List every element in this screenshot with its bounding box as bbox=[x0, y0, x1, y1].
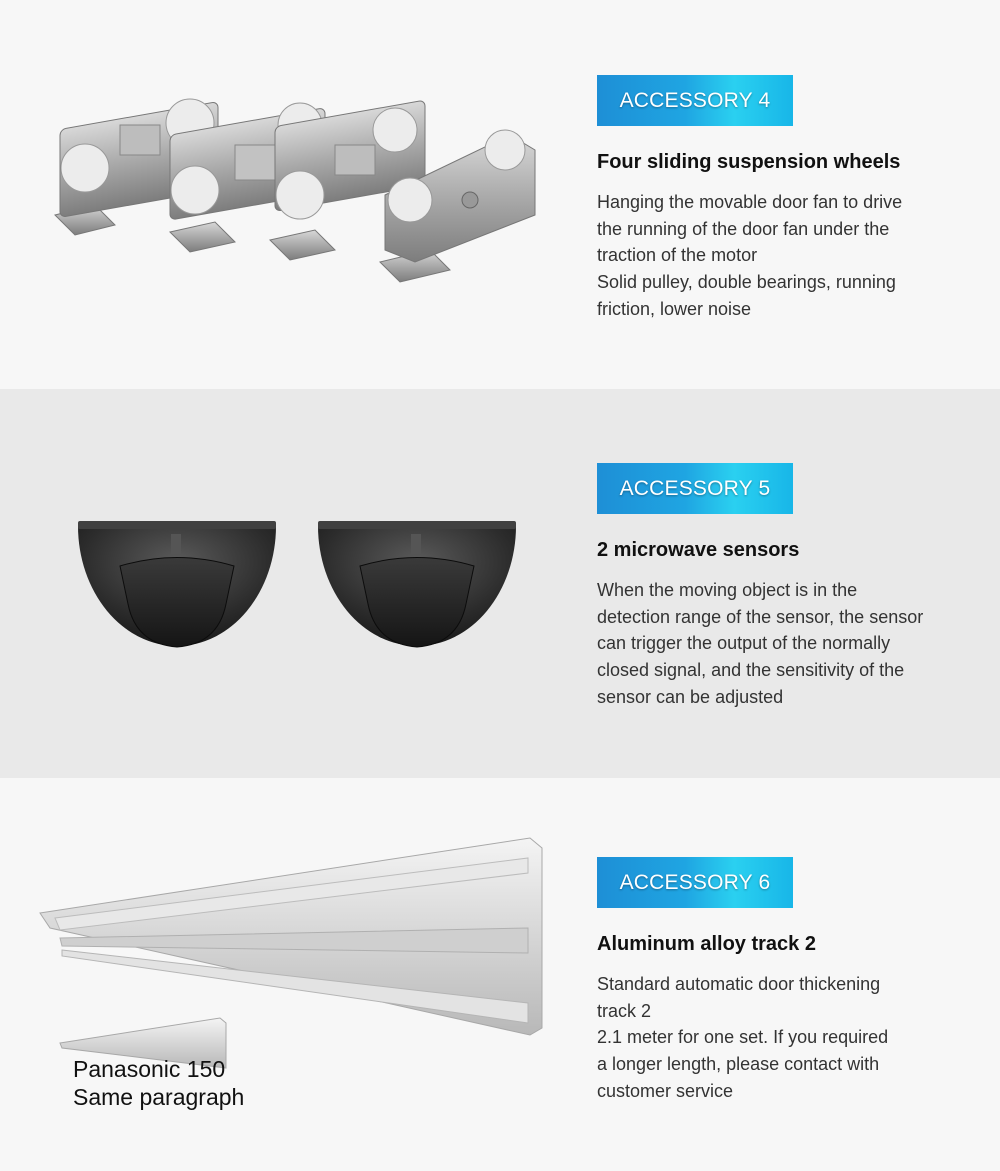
description-line: 2.1 meter for one set. If you required bbox=[597, 1027, 889, 1048]
description-line: When the moving object is in the bbox=[597, 580, 858, 600]
overlay-line-1: Panasonic 150 bbox=[73, 1056, 226, 1082]
description-line: traction of the motor bbox=[597, 245, 758, 266]
description-line: customer service bbox=[597, 1080, 734, 1101]
accessory-6-title: Aluminum alloy track 2 bbox=[597, 933, 816, 955]
description-line: Standard automatic door thickening bbox=[597, 974, 881, 994]
accessory-4-description bbox=[597, 189, 942, 323]
description-line: Hanging the movable door fan to drive bbox=[597, 192, 903, 212]
description-line: detection range of the sensor, the sensor bbox=[597, 606, 924, 627]
description-line: sensor can be adjusted bbox=[597, 686, 784, 707]
description-line: friction, lower noise bbox=[597, 298, 752, 319]
accessory-4-badge: ACCESSORY 4 bbox=[597, 75, 793, 126]
accessory-6-description bbox=[597, 971, 942, 1105]
overlay-line-2: Same paragraph bbox=[73, 1084, 245, 1110]
description-line: can trigger the output of the normally bbox=[597, 633, 891, 654]
accessory-6-section bbox=[0, 778, 1000, 1171]
track-caption-overlay bbox=[73, 1055, 244, 1111]
description-line: a longer length, please contact with bbox=[597, 1054, 880, 1075]
accessory-6-badge: ACCESSORY 6 bbox=[597, 857, 793, 908]
accessory-4-title: Four sliding suspension wheels bbox=[597, 151, 901, 173]
microwave-sensors-image bbox=[0, 389, 560, 778]
description-line: closed signal, and the sensitivity of the bbox=[597, 660, 905, 681]
accessory-5-badge: ACCESSORY 5 bbox=[597, 463, 793, 514]
accessory-4-section bbox=[0, 0, 1000, 389]
description-line: Solid pulley, double bearings, running bbox=[597, 272, 896, 293]
accessory-5-description bbox=[597, 577, 942, 711]
accessory-5-section bbox=[0, 389, 1000, 778]
description-line: the running of the door fan under the bbox=[597, 218, 890, 239]
aluminum-track-image bbox=[0, 778, 560, 1171]
suspension-wheels-image bbox=[0, 0, 560, 389]
description-line: track 2 bbox=[597, 1000, 652, 1021]
accessory-5-title: 2 microwave sensors bbox=[597, 539, 800, 561]
